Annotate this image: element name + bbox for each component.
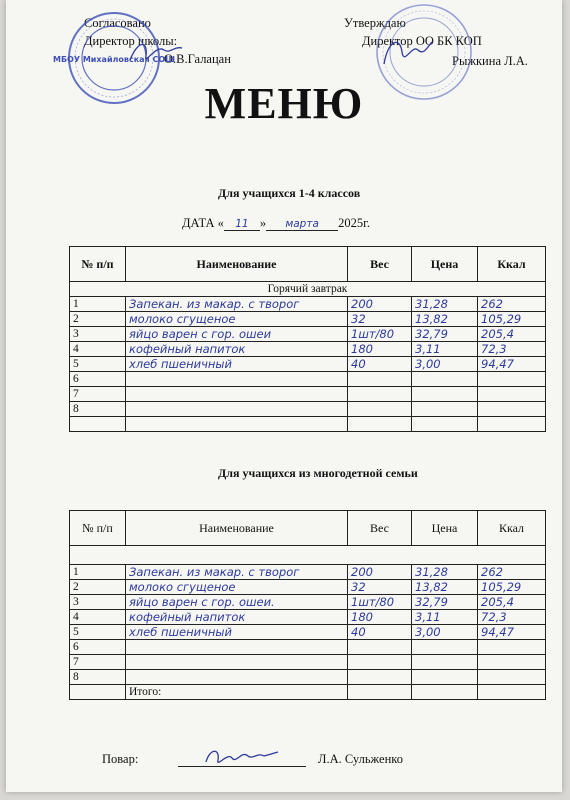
stamp-center-text: МБОУ Михайловская СОШ bbox=[52, 55, 176, 64]
total-label: Итого: bbox=[126, 685, 348, 700]
approval-left-label: Согласовано bbox=[84, 16, 151, 30]
table-row bbox=[70, 640, 546, 655]
dish-name: хлеб пшеничный bbox=[126, 625, 348, 640]
row-number: 7 bbox=[70, 387, 126, 402]
row-number: 5 bbox=[70, 625, 126, 640]
menu-table-1 bbox=[69, 246, 546, 432]
col-kcal-header: Ккал bbox=[478, 511, 546, 546]
date-day: 11 bbox=[224, 218, 260, 231]
dish-kcal: 94,47 bbox=[478, 625, 546, 640]
table-row bbox=[70, 565, 546, 580]
dish-name: хлеб пшеничный bbox=[126, 357, 348, 372]
dish-weight: 40 bbox=[348, 357, 412, 372]
table-row bbox=[70, 402, 546, 417]
table-row bbox=[70, 610, 546, 625]
dish-kcal: 72,3 bbox=[478, 342, 546, 357]
dish-price: 31,28 bbox=[412, 565, 478, 580]
row-number: 4 bbox=[70, 342, 126, 357]
dish-weight: 32 bbox=[348, 580, 412, 595]
dish-price: 32,79 bbox=[412, 595, 478, 610]
row-number: 3 bbox=[70, 327, 126, 342]
table-row bbox=[70, 357, 546, 372]
date-suffix: 2025г. bbox=[338, 216, 370, 230]
table1-header-row bbox=[70, 247, 546, 282]
dish-kcal: 205,4 bbox=[478, 327, 546, 342]
col-kcal-header: Ккал bbox=[478, 247, 546, 282]
row-number: 4 bbox=[70, 610, 126, 625]
dish-kcal: 72,3 bbox=[478, 610, 546, 625]
col-weight-header: Вес bbox=[348, 511, 412, 546]
menu-table-2 bbox=[69, 510, 546, 700]
table-row bbox=[70, 327, 546, 342]
table-row bbox=[70, 580, 546, 595]
dish-name: яйцо варен с гор. ошеи. bbox=[126, 595, 348, 610]
dish-price: 3,11 bbox=[412, 342, 478, 357]
dish-kcal: 105,29 bbox=[478, 312, 546, 327]
dish-name: Запекан. из макар. с творог bbox=[126, 297, 348, 312]
approval-left-position: Директор школы: bbox=[84, 34, 178, 48]
dish-weight: 180 bbox=[348, 342, 412, 357]
date-prefix: ДАТА « bbox=[182, 216, 224, 230]
cook-name: Л.А. Сульженко bbox=[318, 752, 403, 766]
row-number: 3 bbox=[70, 595, 126, 610]
row-number: 5 bbox=[70, 357, 126, 372]
approval-left-name: О.В.Галацан bbox=[164, 52, 231, 66]
row-number: 8 bbox=[70, 402, 126, 417]
total-row bbox=[70, 685, 546, 700]
table-row bbox=[70, 312, 546, 327]
table-row bbox=[70, 297, 546, 312]
row-number: 2 bbox=[70, 580, 126, 595]
dish-kcal: 105,29 bbox=[478, 580, 546, 595]
table-row-blank bbox=[70, 417, 546, 432]
col-name-header: Наименование bbox=[126, 511, 348, 546]
table-row bbox=[70, 342, 546, 357]
dish-kcal: 262 bbox=[478, 297, 546, 312]
dish-kcal: 94,47 bbox=[478, 357, 546, 372]
date-month: марта bbox=[266, 218, 338, 231]
section2-subtitle: Для учащихся из многодетной семьи bbox=[218, 466, 418, 480]
col-price-header: Цена bbox=[412, 247, 478, 282]
meal-heading: Горячий завтрак bbox=[70, 282, 546, 297]
dish-price: 13,82 bbox=[412, 580, 478, 595]
dish-name: кофейный напиток bbox=[126, 342, 348, 357]
dish-weight: 180 bbox=[348, 610, 412, 625]
approval-right-name: Рыжкина Л.А. bbox=[452, 54, 528, 68]
row-number: 6 bbox=[70, 640, 126, 655]
row-number: 7 bbox=[70, 655, 126, 670]
dish-price: 3,00 bbox=[412, 625, 478, 640]
dish-weight: 1шт/80 bbox=[348, 595, 412, 610]
dish-name: Запекан. из макар. с творог bbox=[126, 565, 348, 580]
row-number: 6 bbox=[70, 372, 126, 387]
dish-kcal: 262 bbox=[478, 565, 546, 580]
menu-sheet bbox=[6, 0, 562, 792]
cook-signature bbox=[202, 742, 282, 770]
table-row bbox=[70, 595, 546, 610]
row-number: 1 bbox=[70, 565, 126, 580]
col-num-header: № п/п bbox=[70, 247, 126, 282]
col-num-header: № п/п bbox=[70, 511, 126, 546]
dish-price: 13,82 bbox=[412, 312, 478, 327]
date-line bbox=[182, 216, 370, 231]
section1-subtitle: Для учащихся 1-4 классов bbox=[218, 186, 361, 200]
table-row bbox=[70, 625, 546, 640]
dish-price: 31,28 bbox=[412, 297, 478, 312]
row-number: 8 bbox=[70, 670, 126, 685]
approval-right-position: Директор ОО БК КОП bbox=[362, 34, 482, 48]
dish-weight: 200 bbox=[348, 297, 412, 312]
table-row bbox=[70, 670, 546, 685]
table-row bbox=[70, 387, 546, 402]
dish-price: 3,11 bbox=[412, 610, 478, 625]
col-weight-header: Вес bbox=[348, 247, 412, 282]
table-row-blank bbox=[70, 546, 546, 565]
col-price-header: Цена bbox=[412, 511, 478, 546]
dish-name: кофейный напиток bbox=[126, 610, 348, 625]
table-row bbox=[70, 372, 546, 387]
page-title: МЕНЮ bbox=[204, 79, 364, 128]
approval-right-label: Утверждаю bbox=[344, 16, 406, 30]
director-signature-left bbox=[126, 36, 186, 70]
table2-header-row bbox=[70, 511, 546, 546]
dish-price: 32,79 bbox=[412, 327, 478, 342]
dish-kcal: 205,4 bbox=[478, 595, 546, 610]
director-signature-right bbox=[378, 34, 434, 74]
dish-weight: 1шт/80 bbox=[348, 327, 412, 342]
table-row bbox=[70, 655, 546, 670]
dish-weight: 32 bbox=[348, 312, 412, 327]
dish-weight: 40 bbox=[348, 625, 412, 640]
col-name-header: Наименование bbox=[126, 247, 348, 282]
date-mid: » bbox=[259, 216, 267, 230]
dish-name: молоко сгущеное bbox=[126, 580, 348, 595]
dish-name: яйцо варен с гор. ошеи bbox=[126, 327, 348, 342]
cook-label: Повар: bbox=[102, 752, 139, 766]
dish-weight: 200 bbox=[348, 565, 412, 580]
row-number: 2 bbox=[70, 312, 126, 327]
dish-price: 3,00 bbox=[412, 357, 478, 372]
row-number: 1 bbox=[70, 297, 126, 312]
dish-name: молоко сгущеное bbox=[126, 312, 348, 327]
